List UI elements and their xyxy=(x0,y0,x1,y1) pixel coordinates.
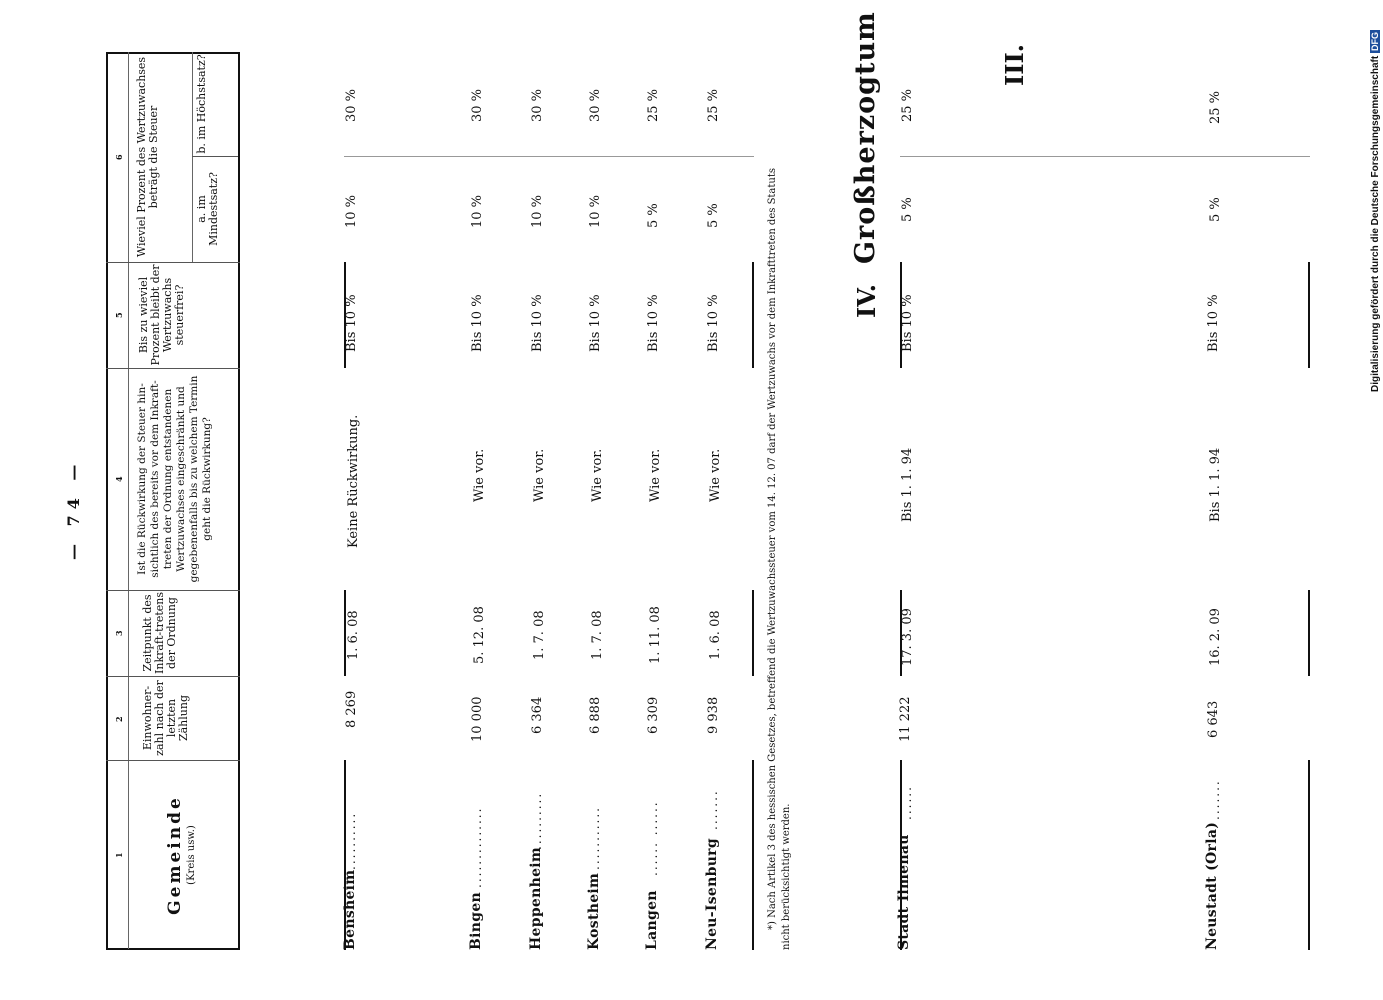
row-max-rate: 30 % xyxy=(470,88,485,122)
row-retroactivity: Wie vor. xyxy=(472,448,487,502)
col1-header xyxy=(164,762,214,948)
col6b-header: b. im Höchstsatz? xyxy=(195,54,208,154)
dfg-logo: DFG xyxy=(1370,32,1380,52)
col5-header: Bis zu wieviel Prozent bleibt der Wertzuwachs steuerfrei? xyxy=(137,264,186,366)
col1-subtitle: (Kreis usw.) xyxy=(186,825,197,885)
row-leader: .......... xyxy=(530,791,544,850)
credit-text: Digitalisierung gefördert durch die Deutsche Forschungsgemeinschaft xyxy=(1370,55,1381,392)
row-date: 1. 11. 08 xyxy=(648,606,663,664)
section3-col6-rule xyxy=(344,156,754,157)
row-population: 6 888 xyxy=(588,696,603,734)
section4-col6-rule xyxy=(900,156,1310,157)
row-date: 5. 12. 08 xyxy=(472,606,487,664)
col6-ab-rule xyxy=(192,156,238,157)
row-max-rate: 30 % xyxy=(344,88,359,122)
row-min-rate: 10 % xyxy=(588,194,603,228)
col-sep-1-2 xyxy=(106,760,240,761)
section3-rule-4 xyxy=(752,760,754,950)
col6-header: Wieviel Prozent des Wertzuwachses beträgt die Steuer xyxy=(135,56,160,258)
col4-header: Ist die Rückwirkung der Steuer hin-sichtlich des bereits vor dem Inkraft-treten der Ordnung entstandenen Wertzuwachses eingeschränkt und gegebenenfalls bis zu welchem Termin geht die Rückwirkung? xyxy=(136,375,213,583)
row-retroactivity: Bis 1. 1. 94 xyxy=(900,447,915,522)
row-population: 6 364 xyxy=(530,696,545,734)
row-leader: .......... xyxy=(344,811,358,870)
row-tax-free: Bis 10 % xyxy=(646,294,661,352)
col-sep-3-4 xyxy=(106,590,240,591)
row-population: 10 000 xyxy=(470,696,485,742)
col2-header: Einwohner-zahl nach der letzten Zählung xyxy=(141,680,190,756)
header-right-rule xyxy=(238,52,240,949)
row-date: 16. 2. 09 xyxy=(1208,608,1223,666)
row-max-rate: 25 % xyxy=(706,88,721,122)
col-number-4: 4 xyxy=(114,476,124,482)
row-name: Bingen xyxy=(468,891,484,950)
row-date: 1. 7. 08 xyxy=(590,610,605,660)
row-tax-free: Bis 10 % xyxy=(470,294,485,352)
page-number: — 74 — xyxy=(64,458,83,560)
section3-rule-5 xyxy=(752,590,754,676)
row-retroactivity: Keine Rückwirkung. xyxy=(346,414,361,548)
row-max-rate: 30 % xyxy=(588,88,603,122)
section4-roman: IV. xyxy=(852,283,881,318)
row-date: 1. 6. 08 xyxy=(708,610,723,660)
header-number-rule xyxy=(128,52,129,949)
row-leader: ....... xyxy=(1208,779,1222,820)
col-number-3: 3 xyxy=(114,630,124,636)
row-population: 8 269 xyxy=(344,690,359,728)
row-name: Kostheim xyxy=(586,872,602,950)
section4-rule-4 xyxy=(1308,760,1310,950)
col-sep-4-5 xyxy=(106,368,240,369)
col-number-1: 1 xyxy=(114,852,124,858)
row-retroactivity: Wie vor. xyxy=(708,448,723,502)
col3-header: Zeitpunkt des Inkraft-tretens der Ordnung xyxy=(141,592,178,674)
row-max-rate: 25 % xyxy=(900,88,915,122)
row-leader: ...... xyxy=(900,785,914,820)
row-min-rate: 5 % xyxy=(900,197,915,222)
col-sep-5-6 xyxy=(106,262,240,263)
col-number-2: 2 xyxy=(114,716,124,722)
col-sep-2-3 xyxy=(106,676,240,677)
row-population: 11 222 xyxy=(898,696,913,742)
header-left-rule xyxy=(106,52,108,949)
footnote-line-2: nicht berücksichtigt werden. xyxy=(781,803,792,950)
footnote-line-1: *) Nach Artikel 3 des hessischen Gesetzes, betreffend die Wertzuwachssteuer vom 14. 12. 07 darf der Wertzuwachs vor dem Inkrafttreten des Statuts xyxy=(767,167,778,930)
row-retroactivity: Bis 1. 1. 94 xyxy=(1208,447,1223,522)
row-name: Heppenheim xyxy=(528,846,544,950)
row-date: 1. 6. 08 xyxy=(346,610,361,660)
row-tax-free: Bis 10 % xyxy=(900,294,915,352)
row-max-rate: 25 % xyxy=(1208,90,1223,124)
row-population: 9 938 xyxy=(706,696,721,734)
row-min-rate: 10 % xyxy=(344,194,359,228)
row-tax-free: Bis 10 % xyxy=(706,294,721,352)
section4-state: Großherzogtum xyxy=(850,11,881,264)
row-min-rate: 10 % xyxy=(530,194,545,228)
row-min-rate: 5 % xyxy=(706,203,721,228)
row-name: Langen xyxy=(644,890,660,950)
row-retroactivity: Wie vor. xyxy=(532,448,547,502)
table-bottom-rule xyxy=(106,948,240,950)
section4-rule-6 xyxy=(1308,262,1310,368)
col-number-6: 6 xyxy=(114,154,124,160)
row-name: Neu-Isenburg xyxy=(704,838,720,950)
row-date: 17. 3. 09 xyxy=(900,608,915,666)
row-retroactivity: Wie vor. xyxy=(590,448,605,502)
row-tax-free: Bis 10 % xyxy=(588,294,603,352)
row-min-rate: 5 % xyxy=(1208,197,1223,222)
row-name: Bensheim xyxy=(342,869,358,950)
col6a-header: a. im Mindestsatz? xyxy=(195,172,220,246)
row-name: Stadt Ilmenau xyxy=(896,834,912,950)
section4-rule-5 xyxy=(1308,590,1310,676)
digitization-credit xyxy=(1370,30,1381,392)
row-leader: ....... xyxy=(706,789,720,830)
col1-title: Gemeinde xyxy=(165,795,185,915)
row-population: 6 309 xyxy=(646,696,661,734)
section3-rule-6 xyxy=(752,262,754,368)
col6-sub-rule xyxy=(192,52,193,262)
section3-roman: III. xyxy=(1000,43,1029,86)
row-tax-free: Bis 10 % xyxy=(1206,294,1221,352)
row-date: 1. 7. 08 xyxy=(532,610,547,660)
row-tax-free: Bis 10 % xyxy=(344,294,359,352)
row-retroactivity: Wie vor. xyxy=(648,448,663,502)
row-leader: ...... ...... xyxy=(646,800,660,876)
row-tax-free: Bis 10 % xyxy=(530,294,545,352)
row-leader: ........... xyxy=(588,806,602,870)
row-max-rate: 25 % xyxy=(646,88,661,122)
row-max-rate: 30 % xyxy=(530,88,545,122)
row-leader: .............. xyxy=(470,806,484,888)
row-min-rate: 10 % xyxy=(470,194,485,228)
row-min-rate: 5 % xyxy=(646,203,661,228)
row-name: Neustadt (Orla) xyxy=(1204,821,1220,950)
row-population: 6 643 xyxy=(1206,700,1221,738)
col-number-5: 5 xyxy=(114,312,124,318)
